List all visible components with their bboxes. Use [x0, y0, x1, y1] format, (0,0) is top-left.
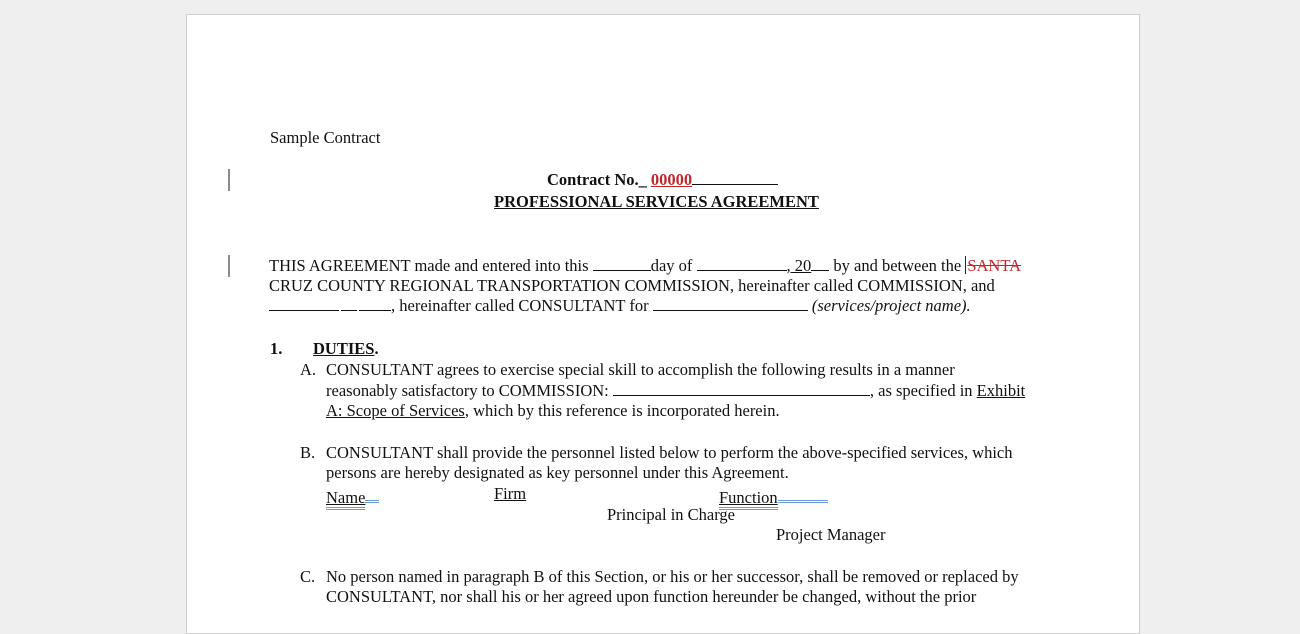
services-placeholder: (services/project name). — [811, 296, 971, 315]
results-blank[interactable] — [613, 381, 870, 396]
para-a-line-1: CONSULTANT agrees to exercise special skill to accomplish the following results in a manner — [326, 360, 955, 379]
month-blank[interactable] — [697, 256, 787, 271]
intro-line-3 — [269, 296, 971, 316]
year-prefix: , 20 — [786, 256, 812, 275]
intro-text: day of — [650, 256, 697, 275]
spelling-underline — [778, 484, 828, 503]
column-header-firm: Firm — [494, 484, 527, 503]
spelling-underline — [365, 484, 379, 503]
consultant-blank[interactable] — [269, 296, 339, 311]
document-title: PROFESSIONAL SERVICES AGREEMENT — [494, 192, 819, 211]
intro-text: THIS AGREEMENT made and entered into this — [269, 256, 593, 275]
para-a-label: A. — [300, 360, 317, 379]
exhibit-reference[interactable]: A: Scope of Services — [326, 401, 465, 420]
section-number: 1. — [270, 339, 283, 358]
para-a-line-2 — [326, 381, 1025, 401]
change-bar — [228, 255, 230, 277]
table-row-function: Principal in Charge — [607, 505, 736, 524]
tracked-deletion[interactable]: SANTA — [967, 256, 1022, 275]
column-header-function — [719, 484, 828, 508]
column-header-name — [326, 484, 379, 508]
para-b-line-2: persons are hereby designated as key personnel under this Agreement. — [326, 463, 789, 482]
section-heading-text: DUTIES — [313, 339, 375, 358]
contract-number-label: Contract No._ — [547, 170, 647, 189]
section-heading — [313, 339, 379, 359]
day-blank[interactable] — [593, 256, 651, 271]
document-page[interactable] — [186, 14, 1140, 634]
para-c-label: C. — [300, 567, 316, 586]
para-text: reasonably satisfactory to COMMISSION: — [326, 381, 613, 400]
contract-number — [547, 170, 778, 190]
exhibit-reference[interactable]: Exhibit — [976, 381, 1026, 400]
para-b-label: B. — [300, 443, 316, 462]
column-header-function-text: Function — [719, 488, 778, 510]
header-text: Sample Contract — [270, 128, 381, 147]
para-c-line-1: No person named in paragraph B of this Section, or his or her successor, shall be removed or replaced by — [326, 567, 1019, 586]
services-blank[interactable] — [653, 296, 808, 311]
intro-text: , hereinafter called CONSULTANT for — [391, 296, 653, 315]
table-row-function: Project Manager — [776, 525, 886, 544]
contract-number-blank — [692, 170, 778, 185]
consultant-blank[interactable] — [341, 296, 357, 311]
contract-number-value[interactable]: 00000 — [650, 170, 693, 189]
para-text: , as specified in — [869, 381, 977, 400]
change-bar — [228, 169, 230, 191]
para-b-line-1: CONSULTANT shall provide the personnel listed below to perform the above-specified services, which — [326, 443, 1013, 462]
para-c-line-2: CONSULTANT, nor shall his or her agreed upon function hereunder be changed, without the prior — [326, 587, 977, 606]
para-a-line-3 — [326, 401, 780, 421]
intro-text: by and between the — [829, 256, 966, 275]
year-blank[interactable] — [811, 256, 829, 271]
intro-line-1 — [269, 256, 1021, 276]
para-text: , which by this reference is incorporated herein. — [464, 401, 780, 420]
column-header-name-text: Name — [326, 488, 365, 510]
consultant-blank[interactable] — [359, 296, 391, 311]
section-heading-period: . — [374, 339, 379, 358]
intro-line-2: CRUZ COUNTY REGIONAL TRANSPORTATION COMMISSION, hereinafter called COMMISSION, and — [269, 276, 995, 295]
